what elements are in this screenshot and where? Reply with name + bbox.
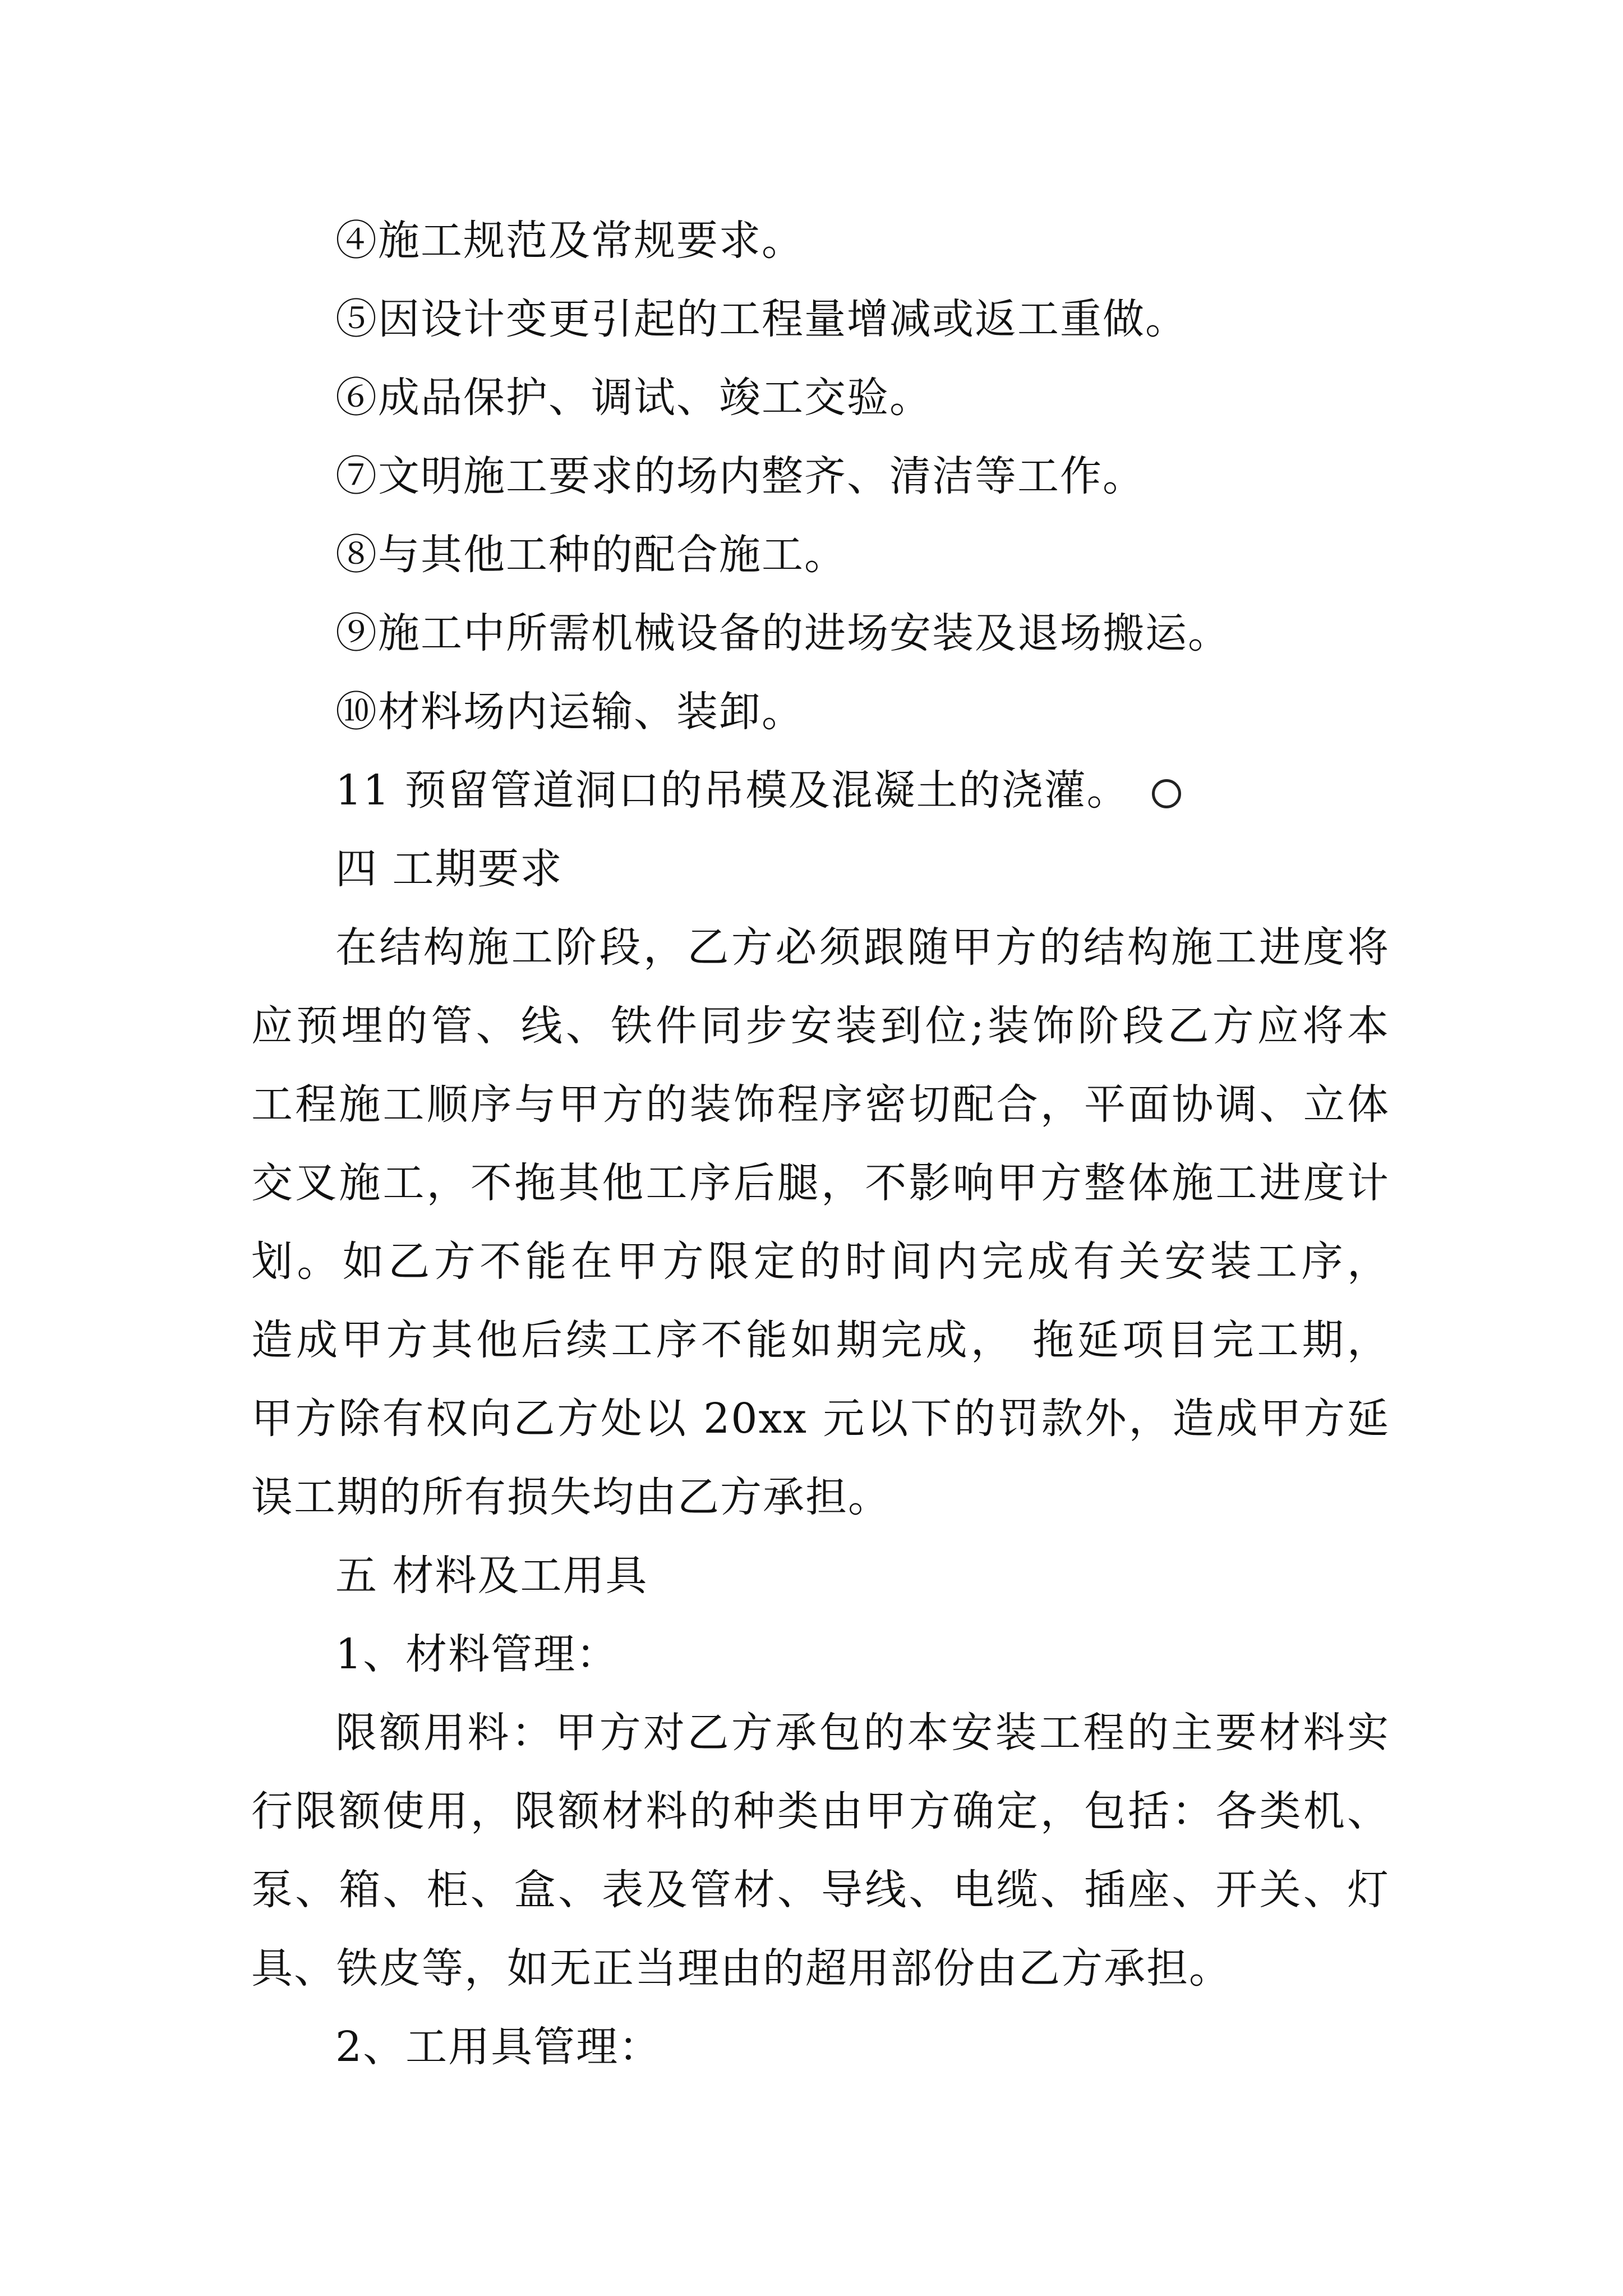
list-item: ⑧与其他工种的配合施工。 [335, 531, 847, 579]
subsection-heading: 1、材料管理： [335, 1630, 619, 1678]
paragraph-line: 具、铁皮等，如无正当理由的超用部份由乙方承担。 [251, 1944, 1232, 1993]
paragraph-line: 甲方除有权向乙方处以 20xx 元以下的罚款外，造成甲方延 [251, 1395, 1390, 1443]
paragraph-line: 泵、箱、柜、盒、表及管材、导线、电缆、插座、开关、灯 [251, 1866, 1390, 1914]
section-heading: 四 工期要求 [335, 845, 563, 893]
list-item: ⑤因设计变更引起的工程量增减或返工重做。 [335, 295, 1188, 343]
list-item [335, 766, 1474, 815]
paragraph-line: 行限额使用，限额材料的种类由甲方确定，包括：各类机、 [251, 1787, 1390, 1835]
list-item: ⑨施工中所需机械设备的进场安装及退场搬运。 [335, 609, 1230, 657]
paragraph-line: 造成甲方其他后续工序不能如期完成， 拖延项目完工期， [251, 1316, 1390, 1364]
list-item: ④施工规范及常规要求。 [335, 217, 804, 265]
list-item-text: 11 预留管道洞口的吊模及混凝土的浇灌。 [335, 766, 1129, 815]
section-heading: 五 材料及工用具 [335, 1552, 648, 1600]
list-item: ⑩材料场内运输、装卸。 [335, 688, 804, 736]
list-item: ⑦文明施工要求的场内整齐、清洁等工作。 [335, 452, 1145, 500]
subsection-heading: 2、工用具管理： [335, 2023, 662, 2071]
paragraph-line: 在结构施工阶段，乙方必须跟随甲方的结构施工进度将 [335, 923, 1390, 972]
paragraph-line: 限额用料：甲方对乙方承包的本安装工程的主要材料实 [335, 1709, 1390, 1757]
list-item: ⑥成品保护、调试、竣工交验。 [335, 374, 932, 422]
paragraph-line: 工程施工顺序与甲方的装饰程序密切配合，平面协调、立体 [251, 1080, 1390, 1129]
paragraph-line: 划。如乙方不能在甲方限定的时间内完成有关安装工序， [251, 1237, 1390, 1286]
paragraph-line: 应预埋的管、线、铁件同步安装到位;装饰阶段乙方应将本 [251, 1002, 1390, 1050]
paragraph-line: 误工期的所有损失均由乙方承担。 [251, 1473, 891, 1521]
paragraph-line: 交叉施工，不拖其他工序后腿，不影响甲方整体施工进度计 [251, 1159, 1390, 1207]
circle-mark [1152, 779, 1181, 808]
